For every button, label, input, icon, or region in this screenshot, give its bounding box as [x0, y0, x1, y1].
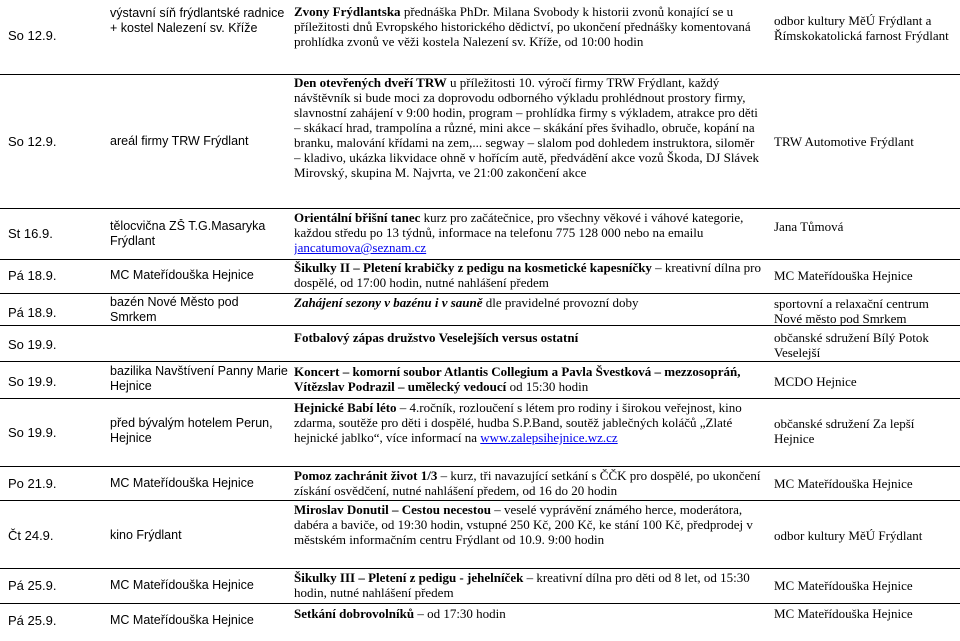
event-date: Pá 18.9.	[8, 305, 57, 320]
event-venue: MC Mateřídouška Hejnice	[110, 578, 254, 592]
event-description	[294, 570, 764, 600]
event-description	[294, 468, 764, 498]
event-description	[294, 75, 764, 180]
event-organizer: Jana Tůmová	[774, 219, 844, 234]
event-title: Orientální břišní tanec	[294, 210, 421, 225]
event-organizer: MC Mateřídouška Hejnice	[774, 578, 913, 593]
event-date: Po 21.9.	[8, 476, 57, 491]
event-description	[294, 400, 764, 445]
event-title: Zahájení sezony v bazénu i v sauně	[294, 295, 483, 310]
event-description	[294, 260, 764, 290]
event-details: – kreativní dílna pro děti od 8 let, od 15:30 hodin, nutné nahlášení předem	[294, 570, 750, 600]
event-date: Pá 18.9.	[8, 268, 57, 283]
event-description	[294, 4, 764, 49]
row-divider	[0, 603, 960, 604]
event-date: So 19.9.	[8, 425, 57, 440]
event-title: Hejnické Babí léto	[294, 400, 397, 415]
event-title: Setkání dobrovolníků	[294, 606, 415, 621]
event-venue: MC Mateřídouška Hejnice	[110, 476, 254, 490]
event-description	[294, 606, 764, 621]
event-venue: MC Mateřídouška Hejnice	[110, 268, 254, 282]
row-divider	[0, 398, 960, 399]
event-title: Miroslav Donutil – Cestou necestou	[294, 502, 491, 517]
event-details: přednáška PhDr. Milana Svobody k historii zvonů konající se u příležitosti dnů Evropského historického dědictví, po ukončení přednášky komentovaná prohlídka zvonů ve věži kostela Nalezení sv. Kříže, od 10:00 hodin	[294, 4, 751, 49]
event-organizer: MC Mateřídouška Hejnice	[774, 476, 913, 491]
email-link[interactable]: jancatumova@seznam.cz	[294, 240, 427, 255]
event-date: Pá 25.9.	[8, 578, 57, 593]
event-date: St 16.9.	[8, 226, 53, 241]
event-details: od 15:30 hodin	[506, 379, 589, 394]
event-venue: MC Mateřídouška Hejnice	[110, 613, 254, 627]
event-title: Šikulky II – Pletení krabičky z pedigu na kosmetické kapesníčky	[294, 260, 652, 275]
event-organizer: odbor kultury MěÚ Frýdlant a Římskokatolická farnost Frýdlant	[774, 13, 949, 43]
event-organizer: občanské sdružení Bílý Potok Veselejší	[774, 330, 929, 360]
event-date: Pá 25.9.	[8, 613, 57, 628]
event-details: kurz pro začátečnice, pro všechny věkové i váhové kategorie, každou středu po 13 týdnů, informace na telefonu 775 128 000 nebo na emailu	[294, 210, 744, 240]
event-venue: areál firmy TRW Frýdlant	[110, 134, 249, 148]
row-divider	[0, 361, 960, 362]
event-description	[294, 295, 764, 310]
event-organizer: MCDO Hejnice	[774, 374, 857, 389]
event-date: So 12.9.	[8, 28, 57, 43]
event-organizer: MC Mateřídouška Hejnice	[774, 268, 913, 283]
event-title: Den otevřených dveří TRW	[294, 75, 447, 90]
event-description	[294, 364, 764, 394]
event-details: – 4.ročník, rozloučení s létem pro rodiny i širokou veřejnost, kino zdarma, soutěže pro děti i dospělé, hudba S.P.Band, soutěž jablečných koláčů „Zlaté hejnické jablko“, více informací na	[294, 400, 742, 445]
row-divider	[0, 466, 960, 467]
event-organizer: TRW Automotive Frýdlant	[774, 134, 914, 149]
event-title: Koncert – komorní soubor Atlantis Collegium a Pavla Švestková – mezzosopráń, Vítězslav Podrazil – umělecký vedoucí	[294, 364, 741, 394]
event-organizer: občanské sdružení Za lepší Hejnice	[774, 416, 915, 446]
event-organizer: MC Mateřídouška Hejnice	[774, 606, 913, 621]
event-organizer: sportovní a relaxační centrum Nové město pod Smrkem	[774, 296, 929, 326]
event-title: Fotbalový zápas družstvo Veselejších versus ostatní	[294, 330, 579, 345]
event-details: – kreativní dílna pro dospělé, od 17:00 hodin, nutné nahlášení předem	[294, 260, 761, 290]
event-details: u příležitosti 10. výročí firmy TRW Frýdlant, každý návštěvník si bude moci za doprovodu odborného výkladu prohlédnout prostory firmy, slavnostní zahájení v 9:00 hodin, program – prohlídka firmy s výkladem, atrakce pro děti – skákací hrad, trampolína a různé, mini akce – skákání přes švihadlo, obruče, kopání na branku, malování křídami na zem,... segway – slalom pod dohledem instruktora, siloměr – kladivo, ukázka likvidace ohně v hořícím autě, předvádění akce vozů Škoda, DJ Slávek Mirovský, skupina M. Najvrta, ve 21:00 zakončení akce	[294, 75, 759, 180]
event-venue: před bývalým hotelem Perun, Hejnice	[110, 416, 273, 445]
event-venue: výstavní síň frýdlantské radnice + kostel Nalezení sv. Kříže	[110, 6, 285, 35]
event-date: So 19.9.	[8, 374, 57, 389]
event-details: – kurz, tři navazující setkání s ČČK pro dospělé, po ukončení získání osvědčení, nutné nahlášení předem, od 16 do 20 hodin	[294, 468, 761, 498]
event-venue: bazén Nové Město pod Smrkem	[110, 295, 239, 324]
event-venue: kino Frýdlant	[110, 528, 182, 542]
row-divider	[0, 568, 960, 569]
event-title: Šikulky III – Pletení z pedigu - jehelníček	[294, 570, 524, 585]
event-details: dle pravidelné provozní doby	[482, 295, 639, 310]
event-date: So 19.9.	[8, 337, 57, 352]
row-divider	[0, 293, 960, 294]
event-organizer: odbor kultury MěÚ Frýdlant	[774, 528, 923, 543]
event-venue: tělocvična ZŠ T.G.Masaryka Frýdlant	[110, 219, 266, 248]
row-divider	[0, 500, 960, 501]
event-title: Pomoz zachránit život 1/3	[294, 468, 438, 483]
event-date: So 12.9.	[8, 134, 57, 149]
event-description	[294, 330, 764, 345]
website-link[interactable]: www.zalepsihejnice.wz.cz	[480, 430, 618, 445]
event-description	[294, 502, 764, 547]
event-venue: bazilika Navštívení Panny Marie Hejnice	[110, 364, 288, 393]
event-details: – veselé vyprávění známého herce, moderátora, dabéra a baviče, od 19:30 hodin, vstupné 250 Kč, 200 Kč, ke stání 100 Kč, předprodej v městském informačním centru Frýdlant od 10.9. 9:00 hodin	[294, 502, 753, 547]
row-divider	[0, 208, 960, 209]
event-title: Zvony Frýdlantska	[294, 4, 401, 19]
event-description	[294, 210, 764, 255]
event-date: Čt 24.9.	[8, 528, 54, 543]
event-details: – od 17:30 hodin	[414, 606, 506, 621]
